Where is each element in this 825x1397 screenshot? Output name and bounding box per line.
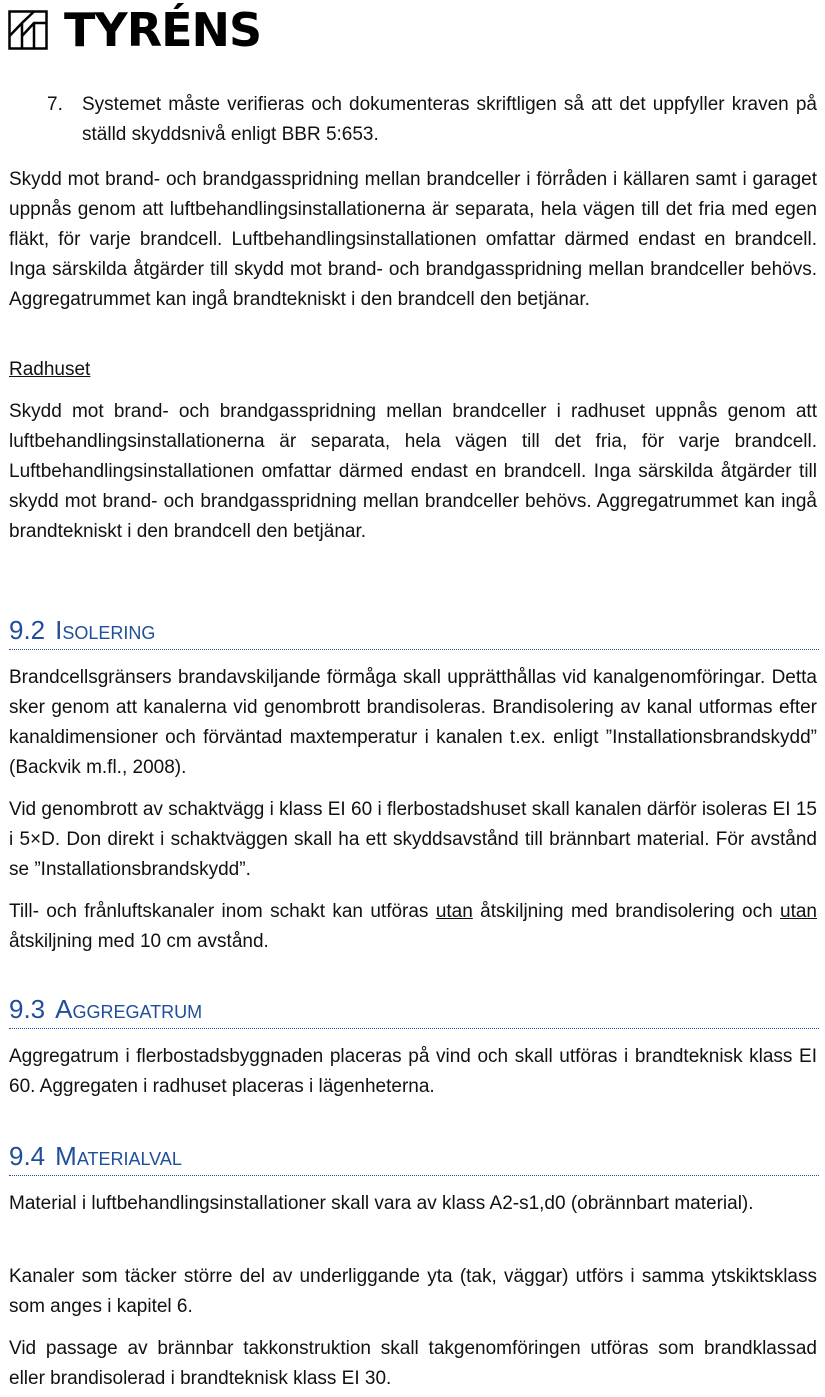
- section-heading-9-2: [9, 611, 819, 650]
- paragraph-text: Aggregatrum i flerbostadsbyggnaden placeras på vind och skall utföras i brandteknisk klass EI 60. Aggregaten i radhuset placeras i lägenheterna.: [9, 1046, 817, 1097]
- list-item-number: 7.: [47, 94, 63, 115]
- text-run: åtskiljning med brandisolering och: [472, 901, 781, 922]
- section-number: 9.2: [9, 615, 46, 645]
- section-number: 9.4: [9, 1141, 46, 1171]
- paragraph-text: [9, 897, 817, 957]
- paragraph-text: Kanaler som täcker större del av underliggande yta (tak, väggar) utförs i samma ytskiktsklass som anges i kapitel 6.: [9, 1266, 817, 1317]
- paragraph-materialval-2: [9, 1262, 817, 1322]
- paragraph-aggregatrum: [9, 1042, 817, 1102]
- paragraph-text: Vid genombrott av schaktvägg i klass EI 60 i flerbostadshuset skall kanalen därför isoleras EI 15 i 5×D. Don direkt i schaktväggen skall ha ett skyddsavstånd till brännbart material. För avstånd se ”Installationsbrandskydd”.: [9, 799, 817, 880]
- paragraph-materialval-3: [9, 1334, 817, 1394]
- section-title: Aggregatrum: [55, 994, 203, 1024]
- paragraph-text: Skydd mot brand- och brandgasspridning mellan brandceller i radhuset uppnås genom att luftbehandlingsinstallationerna är separata, hela vägen till det fria, för varje brandcell. Luftbehandlingsinstallationen omfattar därmed endast en brandcell. Inga särskilda åtgärder till skydd mot brand- och brandgasspridning mellan brandceller behövs. Aggregatrummet kan ingå brandtekniskt i den brandcell den betjänar.: [9, 401, 817, 542]
- list-item-7: [9, 90, 817, 150]
- paragraph-isolering-3: [9, 897, 817, 957]
- paragraph-isolering-1: [9, 663, 817, 783]
- paragraph-forrad-garage: [9, 165, 817, 315]
- section-heading-9-3: [9, 990, 819, 1029]
- paragraph-text: Skydd mot brand- och brandgasspridning mellan brandceller i förråden i källaren samt i garaget uppnås genom att luftbehandlingsinstallationerna är separata, hela vägen till det fria med egen fläkt, för varje brandcell. Luftbehandlingsinstallationen omfattar därmed endast en brandcell. Inga särskilda åtgärder till skydd mot brand- och brandgasspridning mellan brandceller behövs. Aggregatrummet kan ingå brandtekniskt i den brandcell den betjänar.: [9, 169, 817, 310]
- underlined-utan: utan: [435, 901, 473, 922]
- section-title: Isolering: [55, 615, 156, 645]
- paragraph-isolering-2: [9, 795, 817, 885]
- section-title: Materialval: [55, 1141, 182, 1171]
- list-item-text: Systemet måste verifieras och dokumenteras skriftligen så att det uppfyller kraven på ställd skyddsnivå enligt BBR 5:653.: [82, 94, 817, 145]
- paragraph-radhuset: [9, 397, 817, 547]
- tyrens-logo: [8, 3, 262, 57]
- paragraph-materialval-1: [9, 1189, 817, 1219]
- tyrens-logo-mark-icon: [8, 10, 48, 50]
- paragraph-text: Brandcellsgränsers brandavskiljande förmåga skall upprätthållas vid kanalgenomföringar. Detta sker genom att kanalerna vid genombrott brandisoleras. Brandisolering av kanal utformas efter kanaldimensioner och förväntad maxtemperatur i kanalen t.ex. enligt ”Installationsbrandskydd” (Backvik m.fl., 2008).: [9, 667, 817, 778]
- tyrens-logo-text: TYRÉNS: [64, 3, 262, 57]
- subheading-radhuset: Radhuset: [9, 359, 91, 380]
- section-number: 9.3: [9, 994, 46, 1024]
- text-run: åtskiljning med 10 cm avstånd.: [9, 931, 269, 952]
- paragraph-text: Vid passage av brännbar takkonstruktion skall takgenomföringen utföras som brandklassad eller brandisolerad i brandteknisk klass EI 30.: [9, 1338, 817, 1389]
- text-run: Till- och frånluftskanaler inom schakt kan utföras: [9, 901, 436, 922]
- paragraph-text: Material i luftbehandlingsinstallationer skall vara av klass A2-s1,d0 (obrännbart material).: [9, 1193, 754, 1214]
- underlined-utan: utan: [780, 901, 817, 922]
- section-heading-9-4: [9, 1137, 819, 1176]
